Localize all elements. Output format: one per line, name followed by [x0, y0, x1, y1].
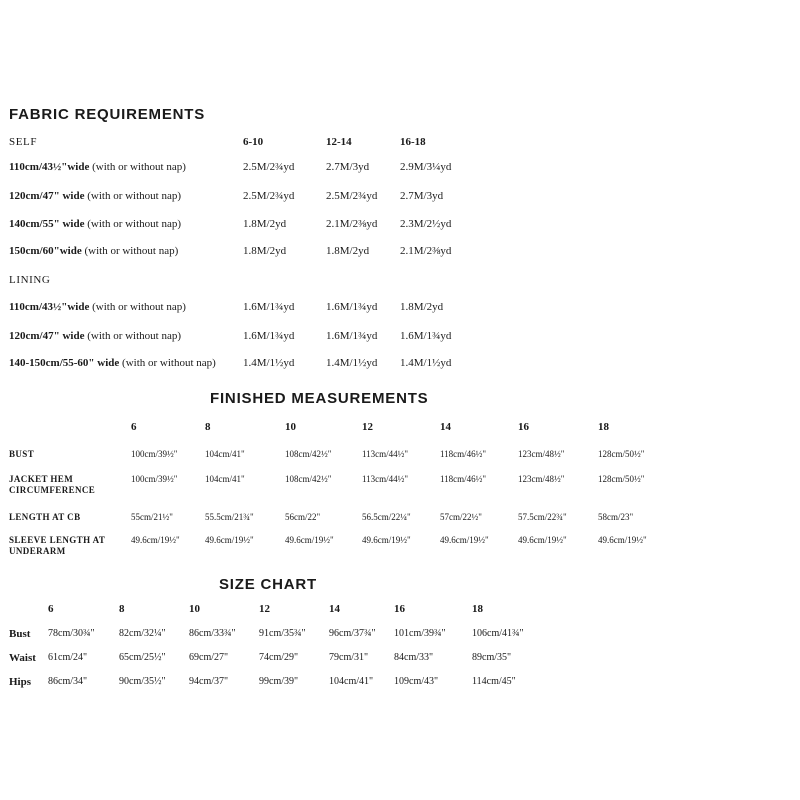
size-chart-header: 6	[48, 603, 54, 615]
fabric-size-header: 16-18	[400, 136, 426, 148]
finished-cell: 49.6cm/19½"	[131, 535, 180, 545]
fabric-size-header: 6-10	[243, 136, 264, 148]
finished-cell: 123cm/48½"	[518, 474, 565, 484]
size-chart-cell: 69cm/27"	[189, 652, 229, 663]
finished-measurements-heading: FINISHED MEASUREMENTS	[210, 390, 429, 407]
finished-cell: 55.5cm/21¾"	[205, 512, 254, 522]
fabric-width: 150cm/60"wide	[9, 245, 82, 257]
fabric-cell: 1.4M/1½yd	[243, 357, 295, 369]
finished-cell: 49.6cm/19½"	[285, 535, 334, 545]
size-chart-cell: 101cm/39¾"	[394, 628, 446, 639]
size-chart-cell: 114cm/45"	[472, 676, 516, 687]
fabric-cell: 2.1M/2⅜yd	[326, 218, 378, 230]
finished-cell: 128cm/50½"	[598, 449, 645, 459]
fabric-cell: 1.6M/1¾yd	[326, 301, 378, 313]
finished-size-header: 16	[518, 421, 529, 433]
finished-cell: 57cm/22½"	[440, 512, 482, 522]
finished-cell: 100cm/39½"	[131, 474, 178, 484]
fabric-nap-note: (with or without nap)	[119, 357, 216, 369]
size-chart-cell: 74cm/29"	[259, 652, 299, 663]
finished-cell: 118cm/46½"	[440, 474, 487, 484]
fabric-cell: 2.7M/3yd	[400, 190, 444, 202]
finished-cell: 123cm/48½"	[518, 449, 565, 459]
fabric-nap-note: (with or without nap)	[89, 161, 186, 173]
fabric-cell: 1.4M/1½yd	[326, 357, 378, 369]
size-chart-cell: 65cm/25½"	[119, 652, 166, 663]
size-chart-cell: 84cm/33"	[394, 652, 434, 663]
fabric-nap-note: (with or without nap)	[81, 245, 179, 257]
finished-cell: 118cm/46½"	[440, 449, 487, 459]
finished-cell: 113cm/44½"	[362, 474, 409, 484]
size-chart-header: 12	[259, 603, 270, 615]
size-chart-cell: 86cm/33¾"	[189, 628, 236, 639]
size-chart-row-label: Bust	[9, 628, 31, 640]
finished-size-header: 18	[598, 421, 609, 433]
fabric-group-label: SELF	[9, 136, 38, 148]
fabric-width: 110cm/43½"wide	[9, 161, 90, 173]
size-chart-cell: 104cm/41"	[329, 676, 374, 687]
fabric-cell: 1.6M/1¾yd	[326, 330, 378, 342]
fabric-cell: 2.5M/2¾yd	[326, 190, 378, 202]
fabric-cell: 2.1M/2⅜yd	[400, 245, 452, 257]
finished-cell: 55cm/21½"	[131, 512, 173, 522]
fabric-cell: 1.6M/1¾yd	[243, 330, 295, 342]
finished-cell: 49.6cm/19½"	[362, 535, 411, 545]
fabric-nap-note: (with or without nap)	[84, 190, 182, 202]
fabric-row-label	[9, 190, 181, 202]
fabric-nap-note: (with or without nap)	[84, 330, 182, 342]
finished-size-header: 8	[205, 421, 211, 433]
size-chart-cell: 79cm/31"	[329, 652, 369, 663]
finished-cell: 57.5cm/22¾"	[518, 512, 567, 522]
finished-cell: 56cm/22"	[285, 512, 321, 522]
fabric-cell: 1.8M/2yd	[326, 245, 370, 257]
finished-size-header: 10	[285, 421, 296, 433]
size-chart-heading: SIZE CHART	[219, 576, 317, 593]
size-chart-row-label: Waist	[9, 652, 36, 664]
finished-cell: 49.6cm/19½"	[205, 535, 254, 545]
finished-cell: 104cm/41"	[205, 474, 245, 484]
finished-row-label: SLEEVE LENGTH AT	[9, 535, 106, 545]
fabric-row-label	[9, 218, 181, 230]
finished-cell: 100cm/39½"	[131, 449, 178, 459]
size-chart-cell: 90cm/35½"	[119, 676, 166, 687]
fabric-row-label	[9, 301, 186, 313]
size-chart-cell: 99cm/39"	[259, 676, 299, 687]
fabric-row-label	[9, 357, 216, 369]
fabric-row-label	[9, 330, 181, 342]
fabric-cell: 1.6M/1¾yd	[243, 301, 295, 313]
size-chart-cell: 82cm/32¼"	[119, 628, 166, 639]
finished-cell: 49.6cm/19½"	[598, 535, 647, 545]
fabric-cell: 1.8M/2yd	[243, 218, 287, 230]
fabric-row-label	[9, 161, 186, 173]
finished-cell: 104cm/41"	[205, 449, 245, 459]
finished-cell: 113cm/44½"	[362, 449, 409, 459]
size-chart-cell: 89cm/35"	[472, 652, 512, 663]
finished-row-label: JACKET HEM	[9, 474, 74, 484]
fabric-nap-note: (with or without nap)	[89, 301, 186, 313]
size-chart-header: 8	[119, 603, 125, 615]
fabric-cell: 1.4M/1½yd	[400, 357, 452, 369]
finished-cell: 49.6cm/19½"	[518, 535, 567, 545]
fabric-nap-note: (with or without nap)	[84, 218, 182, 230]
fabric-requirements-heading: FABRIC REQUIREMENTS	[9, 106, 206, 123]
size-chart-header: 18	[472, 603, 483, 615]
size-chart-cell: 61cm/24"	[48, 652, 88, 663]
fabric-cell: 1.6M/1¾yd	[400, 330, 452, 342]
finished-cell: 49.6cm/19½"	[440, 535, 489, 545]
finished-size-header: 6	[131, 421, 137, 433]
finished-row-label: CIRCUMFERENCE	[9, 485, 96, 495]
fabric-row-label	[9, 245, 178, 257]
size-chart-cell: 109cm/43"	[394, 676, 439, 687]
size-chart-cell: 78cm/30¾"	[48, 628, 95, 639]
size-chart-row-label: Hips	[9, 676, 32, 688]
finished-cell: 56.5cm/22¼"	[362, 512, 411, 522]
finished-row-label: LENGTH AT CB	[9, 512, 81, 522]
fabric-cell: 2.3M/2½yd	[400, 218, 452, 230]
fabric-width: 120cm/47" wide	[9, 190, 85, 202]
finished-size-header: 12	[362, 421, 373, 433]
fabric-size-header: 12-14	[326, 136, 352, 148]
finished-cell: 108cm/42½"	[285, 449, 332, 459]
finished-row-label: UNDERARM	[9, 546, 66, 556]
fabric-cell: 1.8M/2yd	[400, 301, 444, 313]
size-chart-header: 16	[394, 603, 405, 615]
size-chart-cell: 94cm/37"	[189, 676, 229, 687]
fabric-cell: 1.8M/2yd	[243, 245, 287, 257]
fabric-cell: 2.5M/2¾yd	[243, 161, 295, 173]
fabric-cell: 2.9M/3¼yd	[400, 161, 452, 173]
fabric-group-label: LINING	[9, 274, 51, 286]
size-chart-cell: 91cm/35¾"	[259, 628, 306, 639]
finished-cell: 108cm/42½"	[285, 474, 332, 484]
finished-cell: 58cm/23"	[598, 512, 634, 522]
size-chart-cell: 106cm/41¾"	[472, 628, 524, 639]
size-chart-header: 14	[329, 603, 340, 615]
fabric-width: 120cm/47" wide	[9, 330, 85, 342]
fabric-cell: 2.7M/3yd	[326, 161, 370, 173]
fabric-cell: 2.5M/2¾yd	[243, 190, 295, 202]
finished-size-header: 14	[440, 421, 451, 433]
finished-cell: 128cm/50½"	[598, 474, 645, 484]
size-chart-cell: 86cm/34"	[48, 676, 88, 687]
finished-row-label: BUST	[9, 449, 35, 459]
fabric-width: 110cm/43½"wide	[9, 301, 90, 313]
fabric-width: 140-150cm/55-60" wide	[9, 357, 120, 369]
fabric-width: 140cm/55" wide	[9, 218, 85, 230]
size-chart-header: 10	[189, 603, 200, 615]
size-chart-cell: 96cm/37¾"	[329, 628, 376, 639]
